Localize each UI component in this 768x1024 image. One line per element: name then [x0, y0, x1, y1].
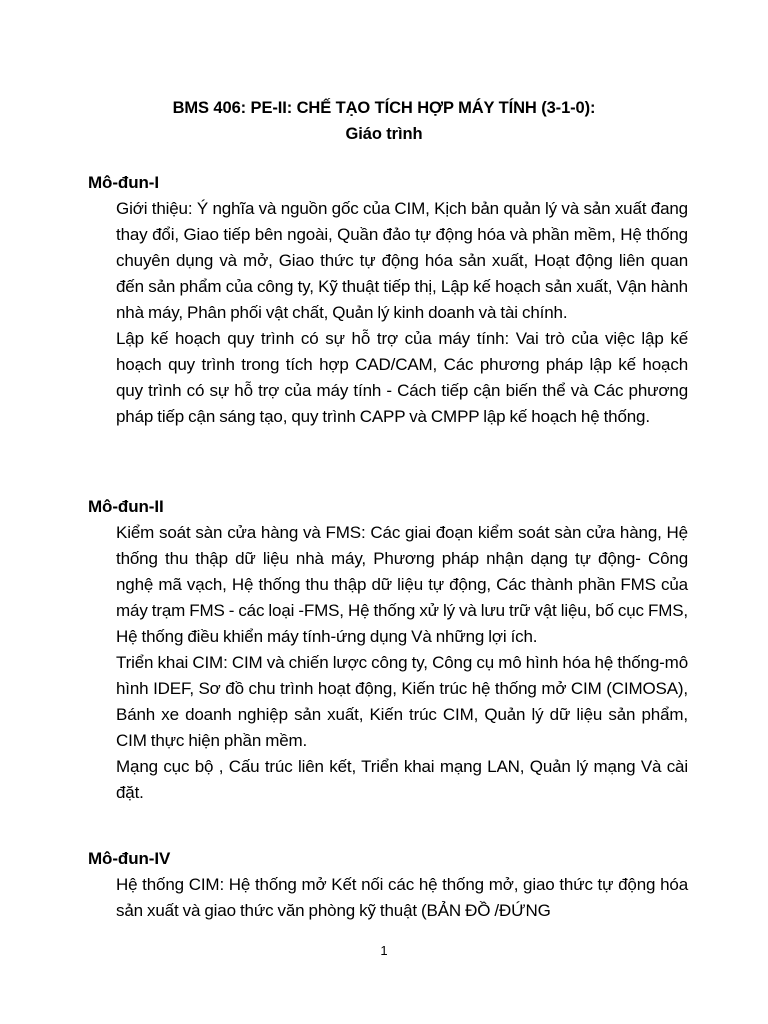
- title-line-2: Giáo trình: [345, 125, 423, 143]
- section-module-4: [88, 846, 688, 924]
- section-heading: Mô-đun-II: [88, 497, 164, 516]
- document-title: [0, 95, 768, 147]
- section-heading: Mô-đun-IV: [88, 849, 171, 868]
- paragraph: Giới thiệu: Ý nghĩa và nguồn gốc của CIM, Kịch bản quản lý và sản xuất đang thay đổi, Giao tiếp bên ngoài, Quần đảo tự động hóa và phần mềm, Hệ thống chuyên dụng và mở, Giao thức tự động hóa sản xuất, Hoạt động liên quan đến sản phẩm của công ty, Kỹ thuật tiếp thị, Lập kế hoạch sản xuất, Vận hành nhà máy, Phân phối vật chất, Quản lý kinh doanh và tài chính.: [116, 199, 688, 322]
- paragraph: Lập kế hoạch quy trình có sự hỗ trợ của máy tính: Vai trò của việc lập kế hoạch quy trình trong tích hợp CAD/CAM, Các phương pháp lập kế hoạch quy trình có sự hỗ trợ của máy tính - Cách tiếp cận biến thể và Các phương pháp tiếp cận sáng tạo, quy trình CAPP và CMPP lập kế hoạch hệ thống.: [116, 329, 688, 426]
- page-number: 1: [380, 943, 388, 958]
- paragraph: Triển khai CIM: CIM và chiến lược công ty, Công cụ mô hình hóa hệ thống-mô hình IDEF, Sơ đồ chu trình hoạt động, Kiến trúc hệ thống mở CIM (CIMOSA), Bánh xe doanh nghiệp sản xuất, Kiến trúc CIM, Quản lý dữ liệu sản phẩm, CIM thực hiện phần mềm.: [116, 653, 688, 750]
- section-module-1: [88, 170, 688, 430]
- section-heading: Mô-đun-I: [88, 173, 159, 192]
- paragraph: Kiểm soát sàn cửa hàng và FMS: Các giai đoạn kiểm soát sàn cửa hàng, Hệ thống thu thập dữ liệu nhà máy, Phương pháp nhận dạng tự động- Công nghệ mã vạch, Hệ thống thu thập dữ liệu tự động, Các thành phần FMS của máy trạm FMS - các loại -FMS, Hệ thống xử lý và lưu trữ vật liệu, bố cục FMS, Hệ thống điều khiển máy tính-ứng dụng Và những lợi ích.: [116, 523, 688, 646]
- title-line-1: BMS 406: PE-II: CHẾ TẠO TÍCH HỢP MÁY TÍNH (3-1-0):: [172, 99, 596, 117]
- paragraph: Hệ thống CIM: Hệ thống mở Kết nối các hệ thống mở, giao thức tự động hóa sản xuất và giao thức văn phòng kỹ thuật (BẢN ĐỒ /ĐỨNG: [116, 875, 688, 920]
- section-module-2: [88, 494, 688, 806]
- paragraph: Mạng cục bộ , Cấu trúc liên kết, Triển khai mạng LAN, Quản lý mạng Và cài đặt.: [116, 757, 688, 802]
